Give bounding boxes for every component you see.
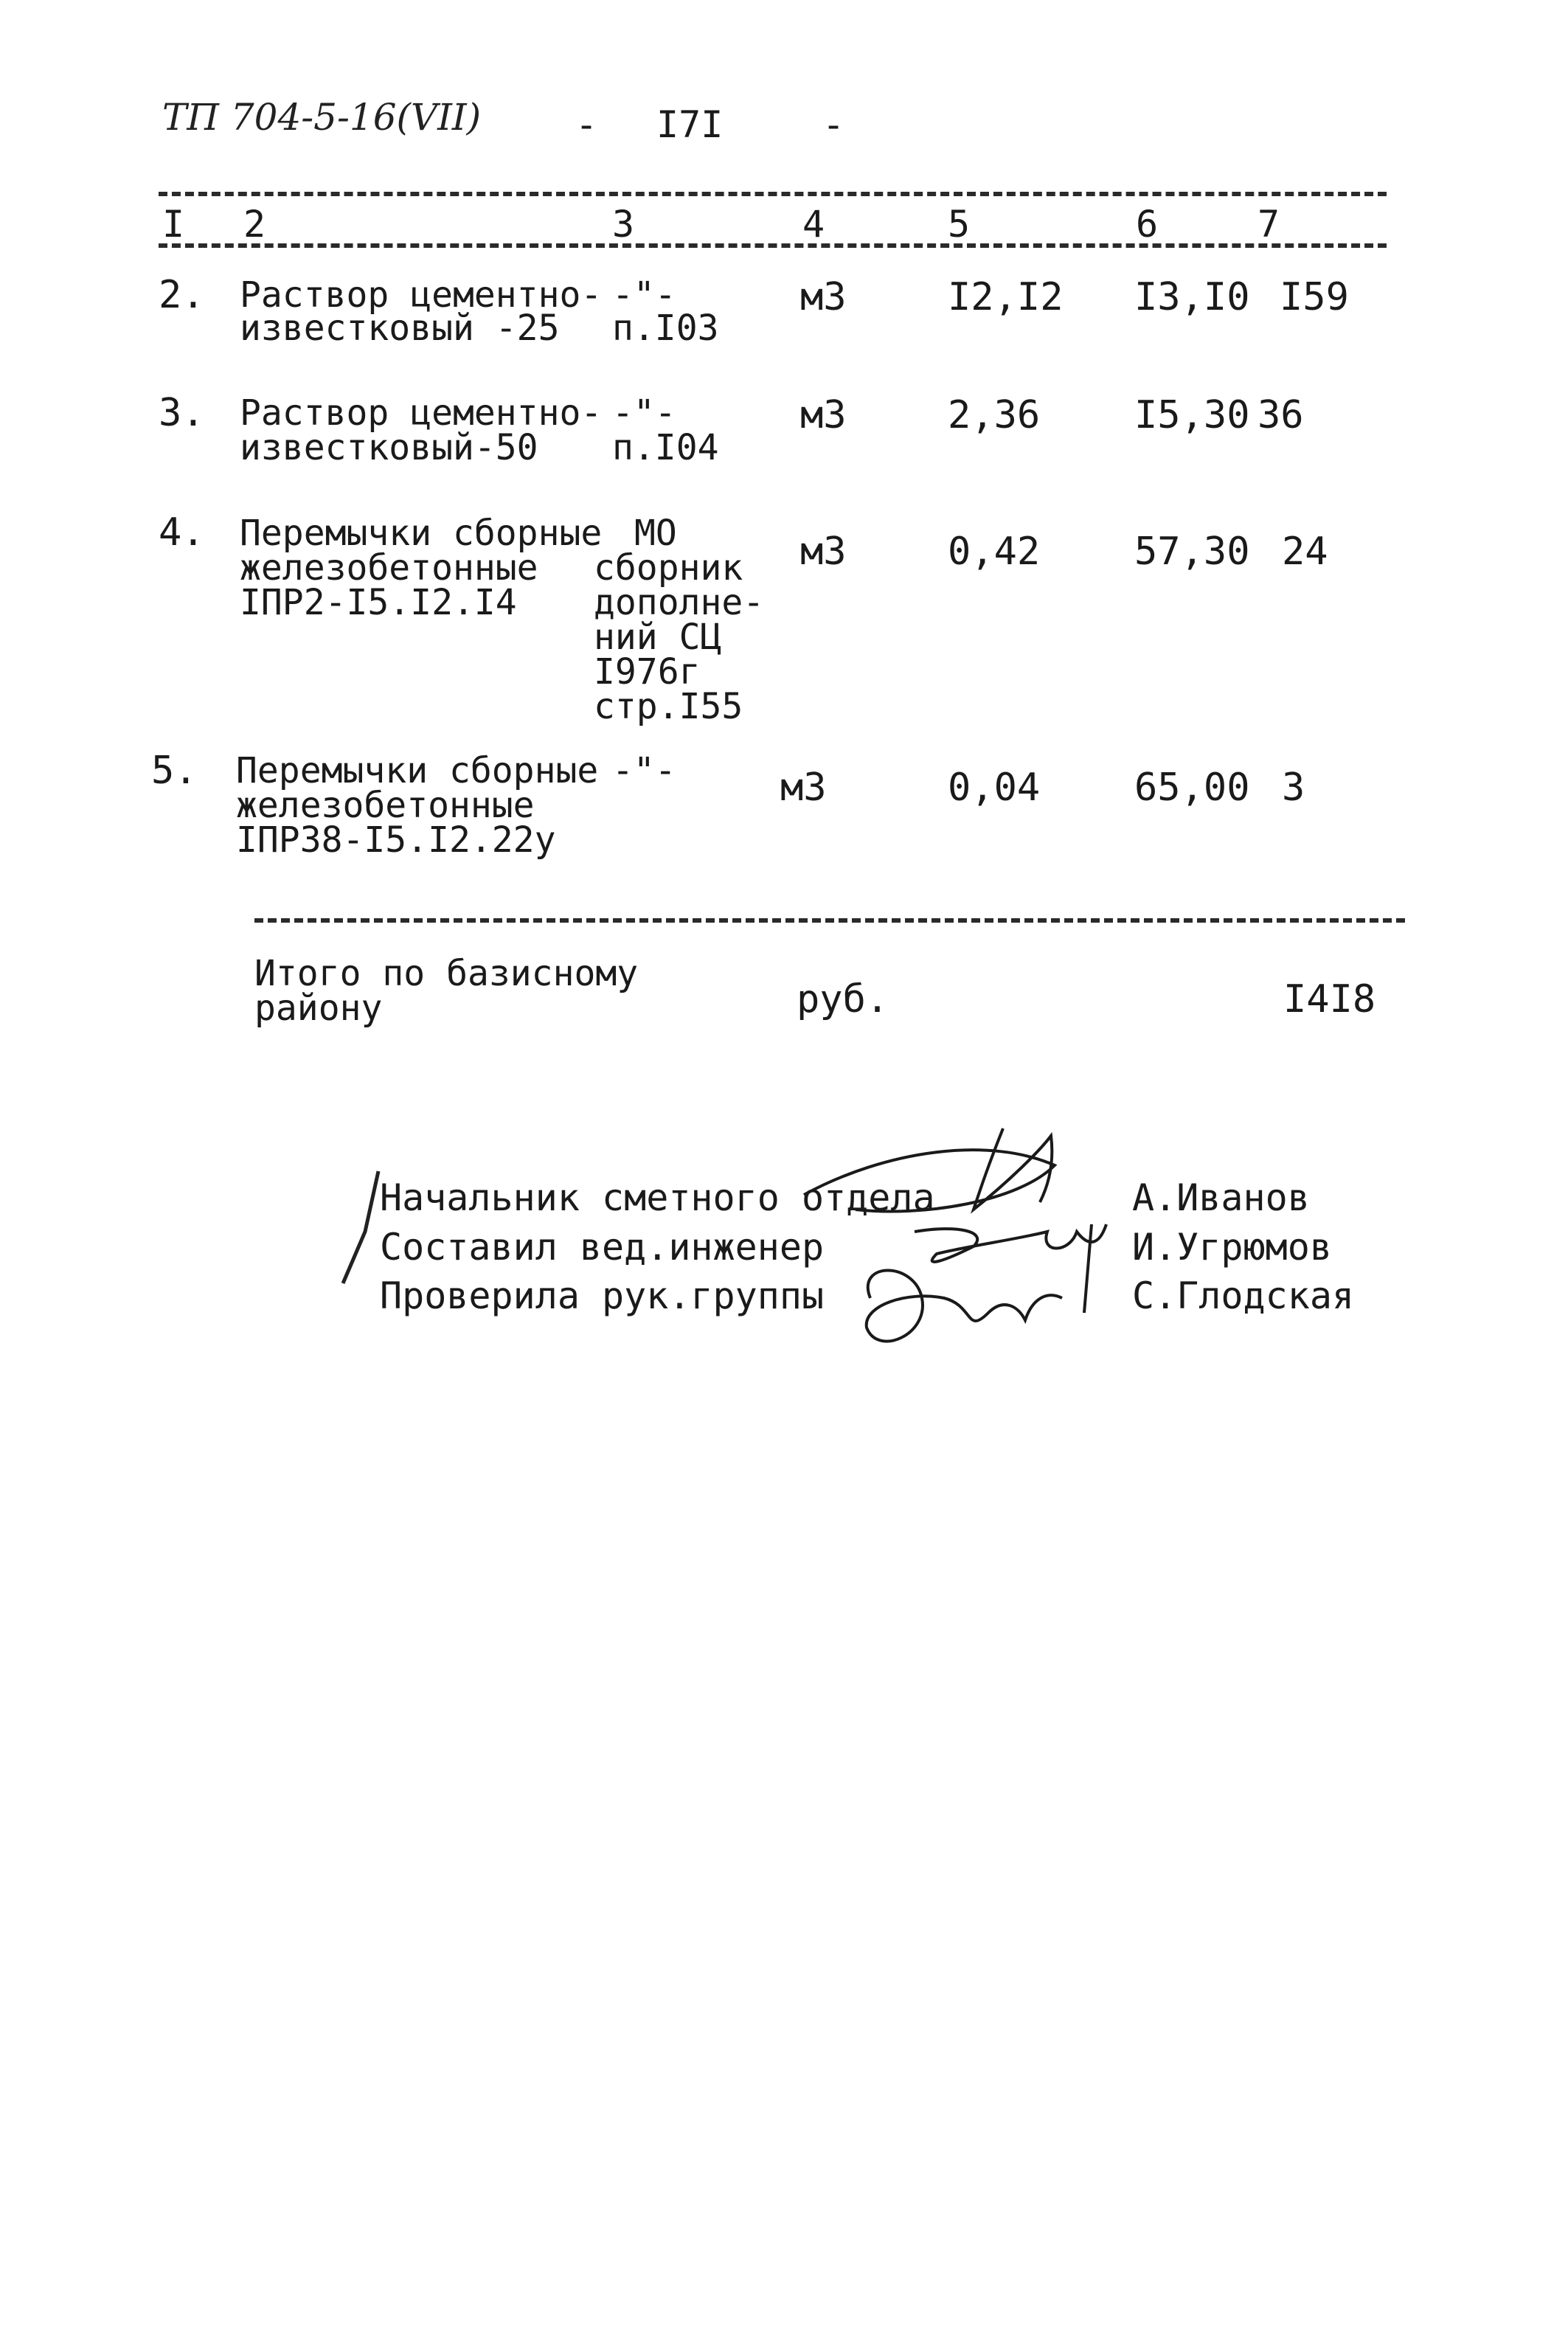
item-source: -"- [612, 392, 676, 434]
signature-role: Начальник сметного отдела [380, 1176, 935, 1219]
item-name: Раствор цементно- [240, 274, 603, 316]
item-source: сборник [594, 547, 743, 589]
bracket-mark [336, 1165, 387, 1291]
item-price: 57,30 [1134, 530, 1250, 574]
row-number: 3. [159, 391, 205, 435]
signature-name: С.Глодская [1132, 1274, 1355, 1317]
column-number: 3 [612, 203, 635, 246]
header-rule [159, 243, 1387, 248]
item-name: IПР38-I5.I2.22у [236, 819, 556, 861]
column-number: I [162, 203, 185, 246]
item-unit: м3 [780, 766, 827, 810]
item-cost: 24 [1282, 530, 1328, 574]
item-source: I976г [594, 651, 701, 693]
item-name: Перемычки сборные [240, 513, 603, 554]
item-source: -"- [612, 274, 676, 316]
item-cost: I59 [1280, 275, 1349, 319]
item-name: известковый-50 [240, 427, 538, 468]
column-number: 2 [243, 203, 266, 246]
signature-role: Составил вед.инженер [380, 1226, 825, 1269]
signature-name: А.Иванов [1132, 1176, 1310, 1219]
item-cost: 3 [1282, 766, 1305, 810]
signature-role: Проверила рук.группы [380, 1274, 825, 1317]
item-unit: м3 [800, 393, 847, 437]
handwritten-signatures [797, 1121, 1136, 1372]
row-number: 4. [159, 510, 205, 555]
column-number: 5 [948, 203, 971, 246]
signature-name: И.Угрюмов [1132, 1226, 1332, 1269]
item-unit: м3 [800, 530, 847, 574]
item-source: МО [634, 513, 677, 554]
item-price: I3,I0 [1134, 275, 1250, 319]
total-value: I4I8 [1283, 977, 1376, 1021]
item-cost: 36 [1257, 393, 1304, 437]
total-label: Итого по базисному [254, 953, 639, 994]
column-number: 6 [1136, 203, 1159, 246]
item-name: известковый -25 [240, 308, 560, 349]
doc-code: ТП 704-5-16(VII) [162, 96, 482, 139]
top-rule [159, 192, 1387, 196]
item-source: дополне- [594, 582, 765, 623]
item-price: I5,30 [1134, 393, 1250, 437]
item-qty: 0,42 [948, 530, 1041, 574]
item-name: железобетонные [236, 785, 535, 826]
total-unit: руб. [797, 977, 889, 1021]
item-unit: м3 [800, 275, 847, 319]
item-name: IПР2-I5.I2.I4 [240, 582, 517, 623]
page-mark-left: - [575, 103, 598, 146]
item-name: железобетонные [240, 547, 538, 589]
page-number: I7I [656, 103, 724, 146]
item-name: Раствор цементно- [240, 392, 603, 434]
item-qty: 2,36 [948, 393, 1041, 437]
column-number: 7 [1257, 203, 1280, 246]
item-source: п.I04 [612, 427, 719, 468]
row-number: 5. [151, 749, 198, 793]
item-source: -"- [612, 750, 676, 791]
item-source: ний СЦ [594, 617, 722, 658]
total-label: району [254, 988, 383, 1029]
page-mark-right: - [822, 103, 845, 146]
column-number: 4 [802, 203, 825, 246]
item-source: п.I03 [612, 308, 719, 349]
item-source: стр.I55 [594, 686, 743, 727]
item-qty: I2,I2 [948, 275, 1064, 319]
item-price: 65,00 [1134, 766, 1250, 810]
total-rule [254, 918, 1405, 923]
row-number: 2. [159, 273, 205, 317]
item-name: Перемычки сборные [236, 750, 599, 791]
item-qty: 0,04 [948, 766, 1041, 810]
